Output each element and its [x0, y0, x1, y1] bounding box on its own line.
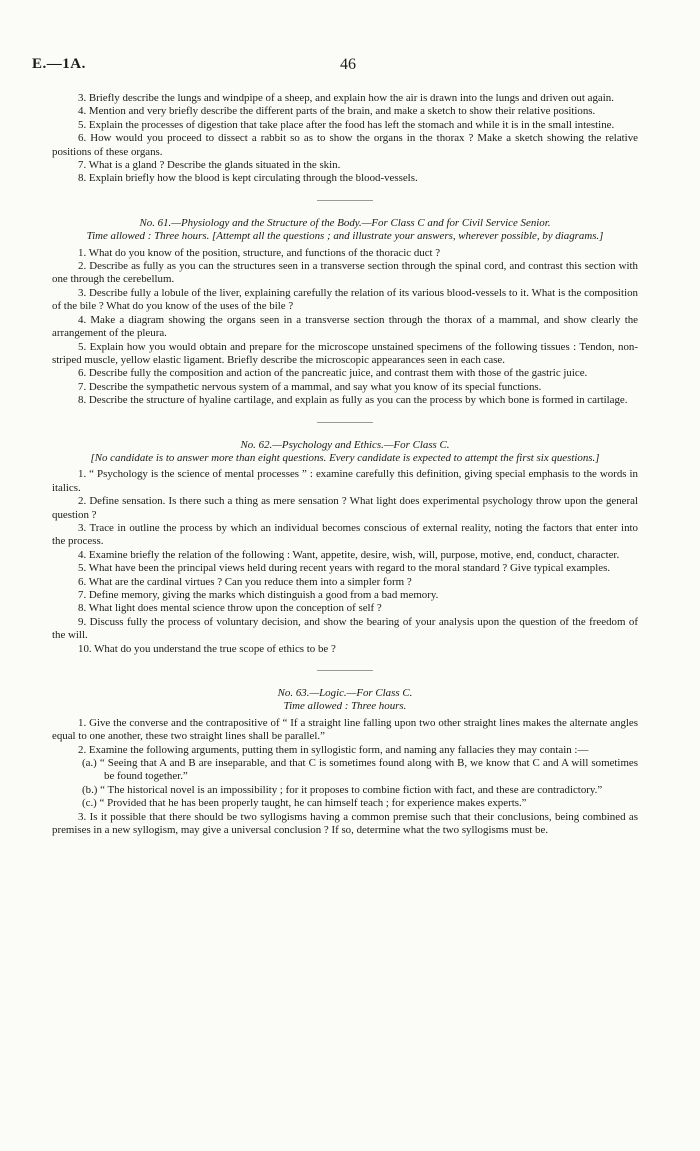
- question: 3. Is it possible that there should be two syllogisms having a common premise such that their conclusions, being combined as premises in a new syllogism, may give a universal conclusion ? If so, determine what the two syllogisms must be.: [52, 810, 638, 837]
- page-header: [32, 58, 672, 78]
- question: 6. What are the cardinal virtues ? Can you reduce them into a simpler form ?: [78, 575, 412, 588]
- time-allowed: Time allowed : Three hours. [Attempt all the questions ; and illustrate your answers, wherever possible, by diagrams.]: [86, 230, 604, 243]
- section-title: No. 62.—Psychology and Ethics.—For Class C.: [240, 438, 450, 451]
- question: 8. Explain briefly how the blood is kept circulating through the blood-vessels.: [78, 172, 418, 185]
- question: 7. What is a gland ? Describe the glands situated in the skin.: [78, 159, 341, 172]
- question: 3. Describe fully a lobule of the liver, explaining carefully the relation of its various blood-vessels to it. What is the composition of the bile ? What do you know of the uses of the bile ?: [52, 286, 638, 313]
- question: 4. Make a diagram showing the organs seen in a transverse section through the thorax of a mammal, and show clearly the arrangement of the pleura.: [52, 313, 638, 340]
- section-63: [52, 687, 638, 837]
- question: 8. Describe the structure of hyaline cartilage, and explain as fully as you can the process by which bone is formed in cartilage.: [78, 394, 628, 407]
- document-code: E.—1A.: [32, 56, 86, 72]
- question: 5. Explain how you would obtain and prepare for the microscope unstained specimens of the following tissues : Tendon, non-striped muscle, yellow elastic ligament. Briefly describe the microscopic appearances seen in each case.: [52, 340, 638, 366]
- question: 6. Describe fully the composition and action of the pancreatic juice, and contrast them with those of the gastric juice.: [78, 367, 588, 380]
- sub-question: (c.) “ Provided that he has been properly taught, he can himself teach ; for experience makes experts.”: [82, 797, 527, 810]
- section-title: No. 63.—Logic.—For Class C.: [277, 687, 413, 700]
- question: 8. What light does mental science throw upon the conception of self ?: [78, 602, 382, 615]
- question: 7. Describe the sympathetic nervous system of a mammal, and say what you know of its special functions.: [78, 380, 542, 393]
- time-allowed: Time allowed : Three hours.: [283, 700, 407, 713]
- sub-question: (b.) “ The historical novel is an impossibility ; for it proposes to combine fiction with fact, and these are contradictory.”: [82, 783, 603, 796]
- section-title: No. 61.—Physiology and the Structure of the Body.—For Class C and for Civil Service Senior.: [139, 216, 551, 229]
- question: 1. Give the converse and the contrapositive of “ If a straight line falling upon two other straight lines makes the alternate angles equal to one another, these two straight lines shall be parallel.”: [52, 716, 638, 743]
- section-61: [52, 217, 638, 408]
- question: 3. Briefly describe the lungs and windpipe of a sheep, and explain how the air is drawn into the lungs and driven out again.: [78, 92, 614, 104]
- section-instructions: [No candidate is to answer more than eight questions. Every candidate is expected to attempt the first six questions.]: [90, 451, 600, 464]
- question: 7. Define memory, giving the marks which distinguish a good from a bad memory.: [78, 589, 439, 601]
- question: 6. How would you proceed to dissect a rabbit so as to show the organs in the thorax ? Make a sketch showing the relative positions of these organs.: [52, 132, 638, 158]
- question: 3. Trace in outline the process by which an individual becomes conscious of external reality, noting the factors that enter into the process.: [52, 521, 638, 548]
- question: 10. What do you understand the true scope of ethics to be ?: [78, 642, 336, 655]
- question: 1. “ Psychology is the science of mental processes ” : examine carefully this definition, giving special emphasis to the words in italics.: [52, 468, 638, 494]
- question: 9. Discuss fully the process of voluntary decision, and show the bearing of your analysis upon the question of the freedom of the will.: [52, 615, 638, 642]
- section-divider: [317, 422, 373, 423]
- section-divider: [317, 200, 373, 201]
- question: 5. Explain the processes of digestion that take place after the food has left the stomach and while it is in the small intestine.: [78, 118, 615, 131]
- question: 5. What have been the principal views held during recent years with regard to the moral standard ? Give typical examples.: [78, 562, 611, 575]
- question: 4. Mention and very briefly describe the different parts of the brain, and make a sketch to show their relative positions.: [78, 105, 596, 118]
- section-62: [52, 439, 638, 657]
- intro-questions: [52, 92, 638, 186]
- question: 2. Define sensation. Is there such a thing as mere sensation ? What light does experimental psychology throw upon the general question ?: [52, 495, 638, 521]
- question: 4. Examine briefly the relation of the following : Want, appetite, desire, wish, will, purpose, motive, end, conduct, character.: [78, 548, 620, 561]
- sub-question: (a.) “ Seeing that A and B are inseparable, and that C is sometimes found along with B, we know that C and A will sometimes be found together.”: [82, 757, 638, 783]
- page-number: 46: [340, 56, 356, 73]
- question: 2. Examine the following arguments, putting them in syllogistic form, and naming any fallacies they may contain :—: [78, 743, 589, 756]
- section-divider: [317, 670, 373, 671]
- question: 2. Describe as fully as you can the structures seen in a transverse section through the spinal cord, and contrast this section with one through the cerebellum.: [52, 260, 638, 286]
- page-content: [52, 92, 638, 838]
- question: 1. What do you know of the position, structure, and functions of the thoracic duct ?: [78, 246, 441, 259]
